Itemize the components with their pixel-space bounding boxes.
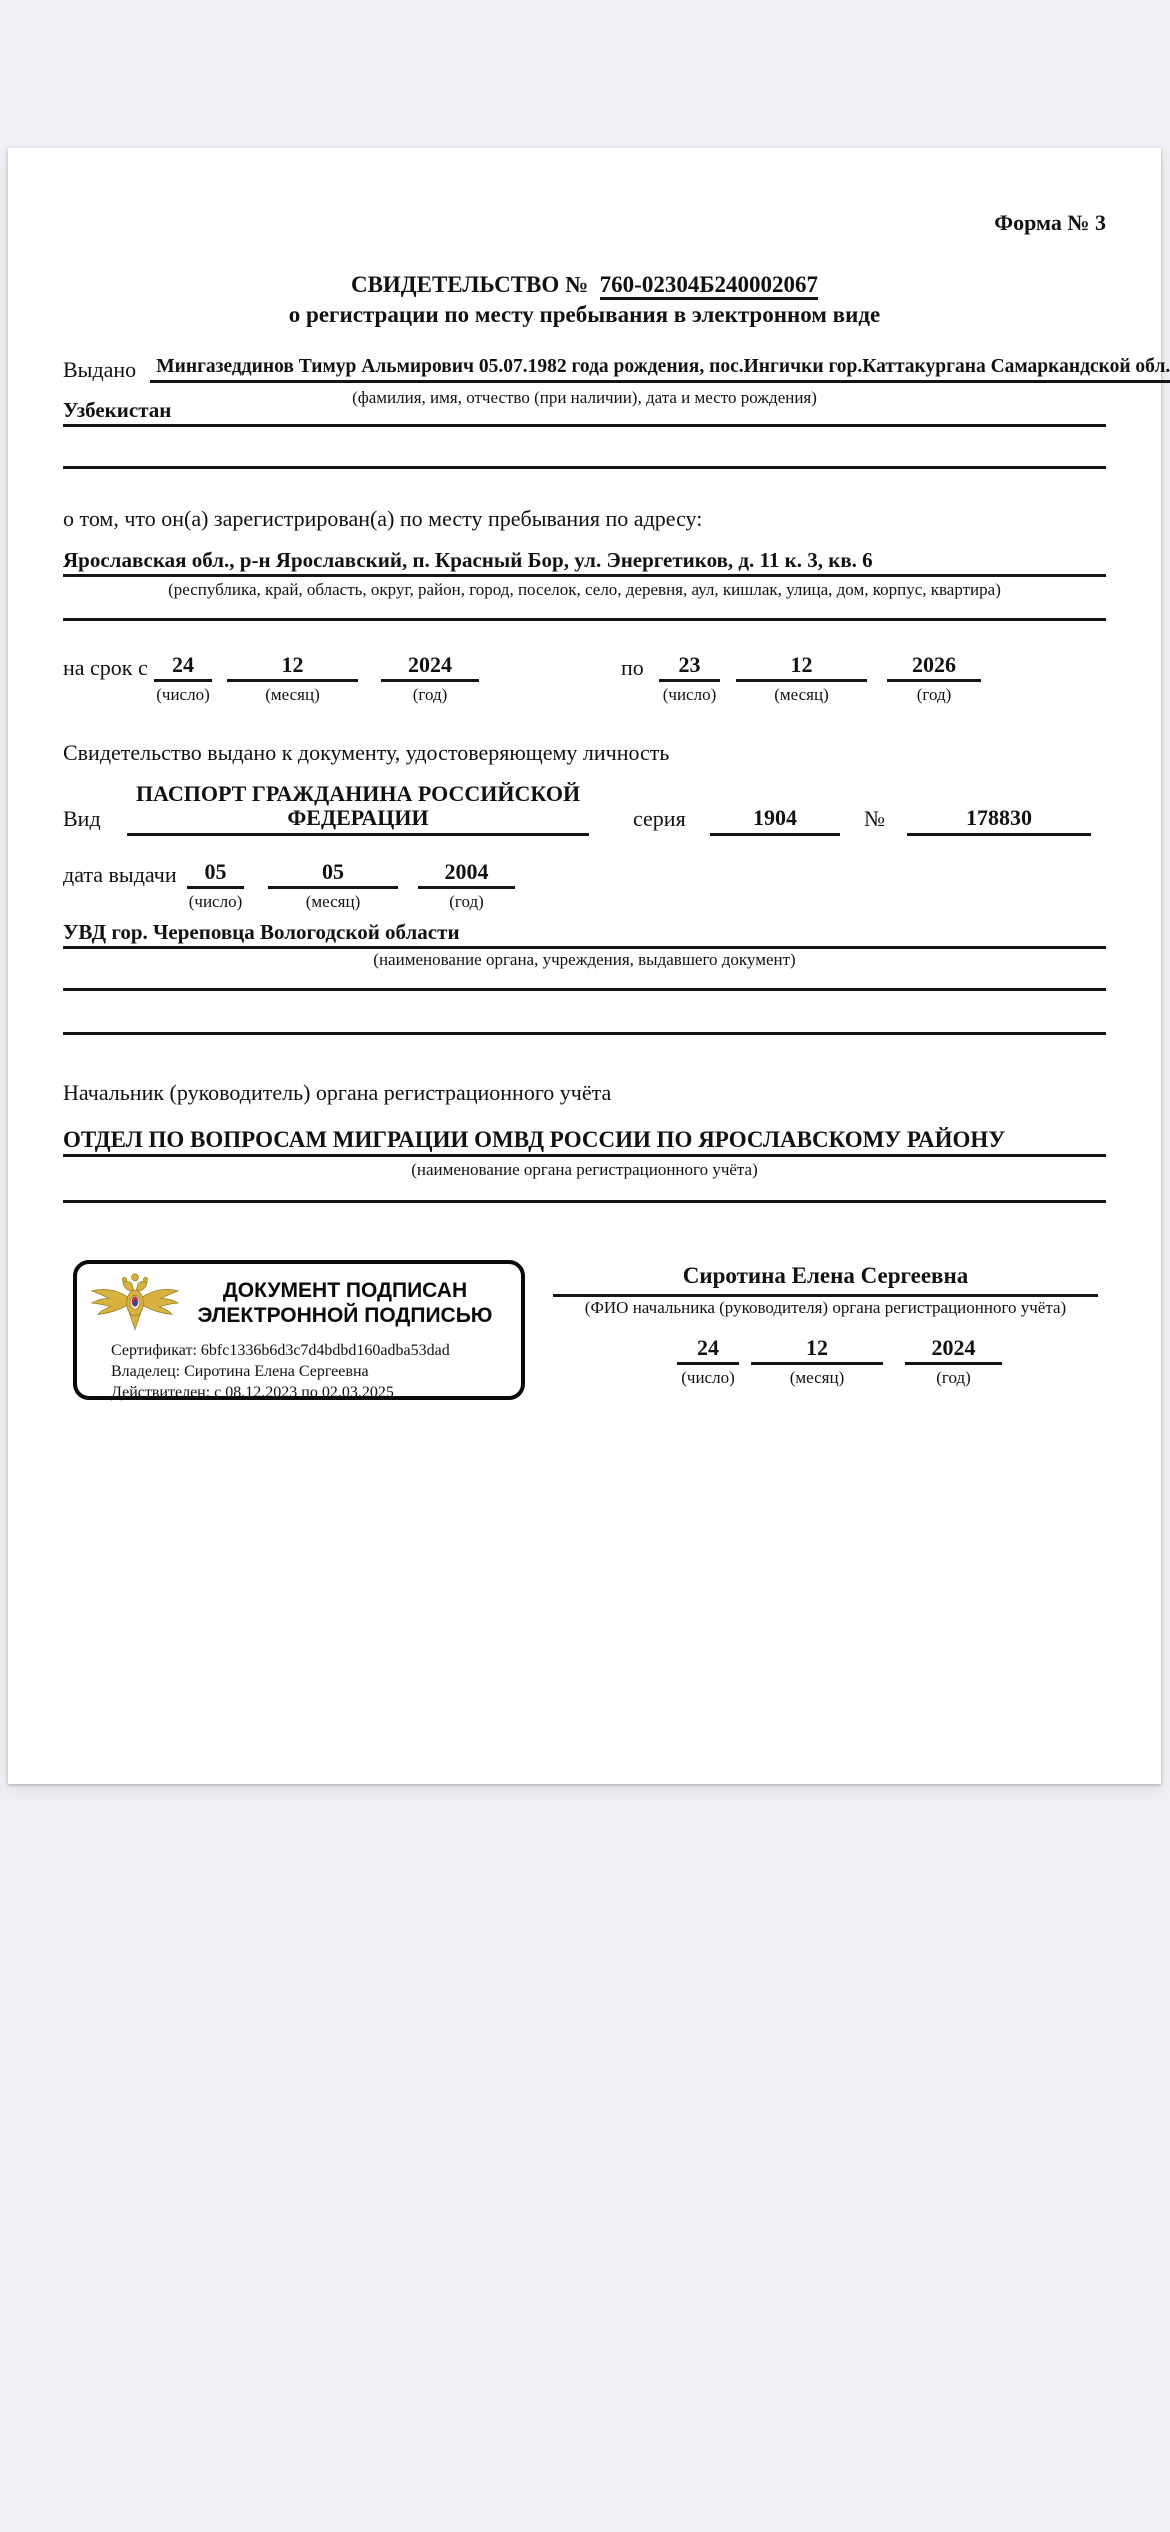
citizenship-row bbox=[63, 396, 1106, 427]
org-row bbox=[63, 1126, 1106, 1157]
month-caption: (месяц) bbox=[265, 685, 320, 704]
sign-date-month-value: 12 bbox=[751, 1336, 883, 1365]
document-type-row bbox=[63, 778, 1106, 836]
term-from-day bbox=[154, 653, 212, 705]
sign-date-month bbox=[751, 1336, 883, 1388]
day-caption: (число) bbox=[156, 685, 210, 704]
term-from-year bbox=[381, 653, 479, 705]
month-caption: (месяц) bbox=[305, 892, 361, 911]
stamp-validity: Действителен: с 08.12.2023 по 02.03.2025 bbox=[111, 1384, 394, 1401]
month-caption: (месяц) bbox=[789, 1368, 845, 1387]
issued-to-row bbox=[63, 353, 1170, 383]
year-caption: (год) bbox=[412, 685, 448, 704]
sign-date-row bbox=[63, 1336, 1106, 1406]
issued-caption: (фамилия, имя, отчество (при наличии), дата и место рождения) bbox=[352, 388, 817, 407]
org-caption: (наименование органа регистрационного учёта) bbox=[411, 1160, 758, 1179]
stamp-header-row bbox=[89, 1272, 509, 1334]
sign-date-year-value: 2024 bbox=[905, 1336, 1002, 1365]
month-caption: (месяц) bbox=[774, 685, 829, 704]
issue-date-month-value: 05 bbox=[268, 860, 398, 889]
blank-line bbox=[63, 1032, 1106, 1035]
day-caption: (число) bbox=[662, 685, 717, 704]
title-prefix: СВИДЕТЕЛЬСТВО № bbox=[350, 272, 589, 297]
mvd-eagle-emblem-icon bbox=[89, 1272, 181, 1334]
term-to-day-value: 23 bbox=[659, 653, 720, 682]
blank-line bbox=[63, 1200, 1106, 1203]
issue-date-day bbox=[187, 860, 244, 912]
document-title bbox=[63, 270, 1106, 330]
blank-line bbox=[63, 618, 1106, 621]
document-page bbox=[8, 148, 1170, 1784]
type-value-line1: ПАСПОРТ ГРАЖДАНИНА РОССИЙСКОЙ bbox=[135, 781, 581, 806]
issued-value: Мингазеддинов Тимур Альмирович 05.07.1982 года рождения, пос.Ингички гор.Каттакургана Самаркандской обл. bbox=[150, 356, 1170, 383]
blank-line bbox=[63, 466, 1106, 469]
term-to-year bbox=[887, 653, 981, 705]
document-title-line2: о регистрации по месту пребывания в электронном виде bbox=[288, 302, 881, 327]
issuer-row bbox=[63, 918, 1106, 949]
issue-date-label: дата выдачи bbox=[63, 862, 177, 887]
registration-intro: о том, что он(а) зарегистрирован(а) по месту пребывания по адресу: bbox=[63, 506, 703, 531]
issue-date-year bbox=[418, 860, 515, 912]
issued-label: Выдано bbox=[63, 357, 137, 382]
number-value: 178830 bbox=[907, 806, 1091, 836]
stamp-title-line1: ДОКУМЕНТ ПОДПИСАН bbox=[222, 1279, 468, 1302]
stamp-owner: Владелец: Сиротина Елена Сергеевна bbox=[111, 1363, 369, 1380]
head-label: Начальник (руководитель) органа регистрационного учёта bbox=[63, 1080, 612, 1105]
document-intro: Свидетельство выдано к документу, удостоверяющему личность bbox=[63, 740, 670, 765]
issuer-caption: (наименование органа, учреждения, выдавшего документ) bbox=[373, 950, 796, 969]
sign-date-year bbox=[905, 1336, 1002, 1388]
term-from-month bbox=[227, 653, 358, 705]
year-caption: (год) bbox=[936, 1368, 971, 1387]
org-value: ОТДЕЛ ПО ВОПРОСАМ МИГРАЦИИ ОМВД РОССИИ ПО ЯРОСЛАВСКОМУ РАЙОНУ bbox=[63, 1127, 1006, 1152]
number-label: № bbox=[864, 806, 885, 831]
blank-line bbox=[63, 988, 1106, 991]
term-to-month bbox=[736, 653, 867, 705]
term-to-month-value: 12 bbox=[736, 653, 867, 682]
stamp-certificate: Сертификат: 6bfc1336b6d3c7d4bdbd160adba53dad bbox=[111, 1342, 450, 1359]
term-to-day bbox=[659, 653, 720, 705]
term-from-year-value: 2024 bbox=[381, 653, 479, 682]
series-value: 1904 bbox=[710, 806, 840, 836]
term-to-label: по bbox=[621, 655, 644, 680]
sign-date-day bbox=[677, 1336, 739, 1388]
year-caption: (год) bbox=[916, 685, 952, 704]
series-label: серия bbox=[633, 806, 686, 831]
type-value bbox=[127, 782, 589, 836]
address-row bbox=[63, 546, 1106, 577]
term-to-year-value: 2026 bbox=[887, 653, 981, 682]
type-value-line2: ФЕДЕРАЦИИ bbox=[287, 805, 429, 830]
stamp-title-line2: ЭЛЕКТРОННОЙ ПОДПИСЬЮ bbox=[197, 1304, 493, 1327]
term-row bbox=[63, 653, 1106, 723]
official-name: Сиротина Елена Сергеевна bbox=[553, 1260, 1098, 1297]
issue-date-year-value: 2004 bbox=[418, 860, 515, 889]
term-from-day-value: 24 bbox=[154, 653, 212, 682]
issuer-value: УВД гор. Череповца Вологодской области bbox=[63, 920, 460, 944]
stamp-title bbox=[181, 1278, 509, 1328]
sign-date-day-value: 24 bbox=[677, 1336, 739, 1365]
day-caption: (число) bbox=[188, 892, 243, 911]
day-caption: (число) bbox=[681, 1368, 735, 1387]
citizenship-value: Узбекистан bbox=[63, 398, 172, 422]
address-value: Ярославская обл., р-н Ярославский, п. Красный Бор, ул. Энергетиков, д. 11 к. 3, кв. 6 bbox=[63, 548, 873, 572]
document-title-line1 bbox=[63, 270, 1106, 300]
official-name-caption: (ФИО начальника (руководителя) органа регистрационного учёта) bbox=[584, 1298, 1067, 1317]
address-caption: (республика, край, область, округ, район, город, поселок, село, деревня, аул, кишлак, улица, дом, корпус, квартира) bbox=[168, 580, 1001, 599]
type-label: Вид bbox=[63, 806, 101, 831]
issue-date-day-value: 05 bbox=[187, 860, 244, 889]
form-number-label: Форма № 3 bbox=[994, 210, 1106, 235]
issue-date-month bbox=[268, 860, 398, 912]
term-from-month-value: 12 bbox=[227, 653, 358, 682]
year-caption: (год) bbox=[449, 892, 484, 911]
certificate-number: 760-02304Б240002067 bbox=[600, 272, 818, 300]
term-from-label: на срок с bbox=[63, 655, 148, 680]
